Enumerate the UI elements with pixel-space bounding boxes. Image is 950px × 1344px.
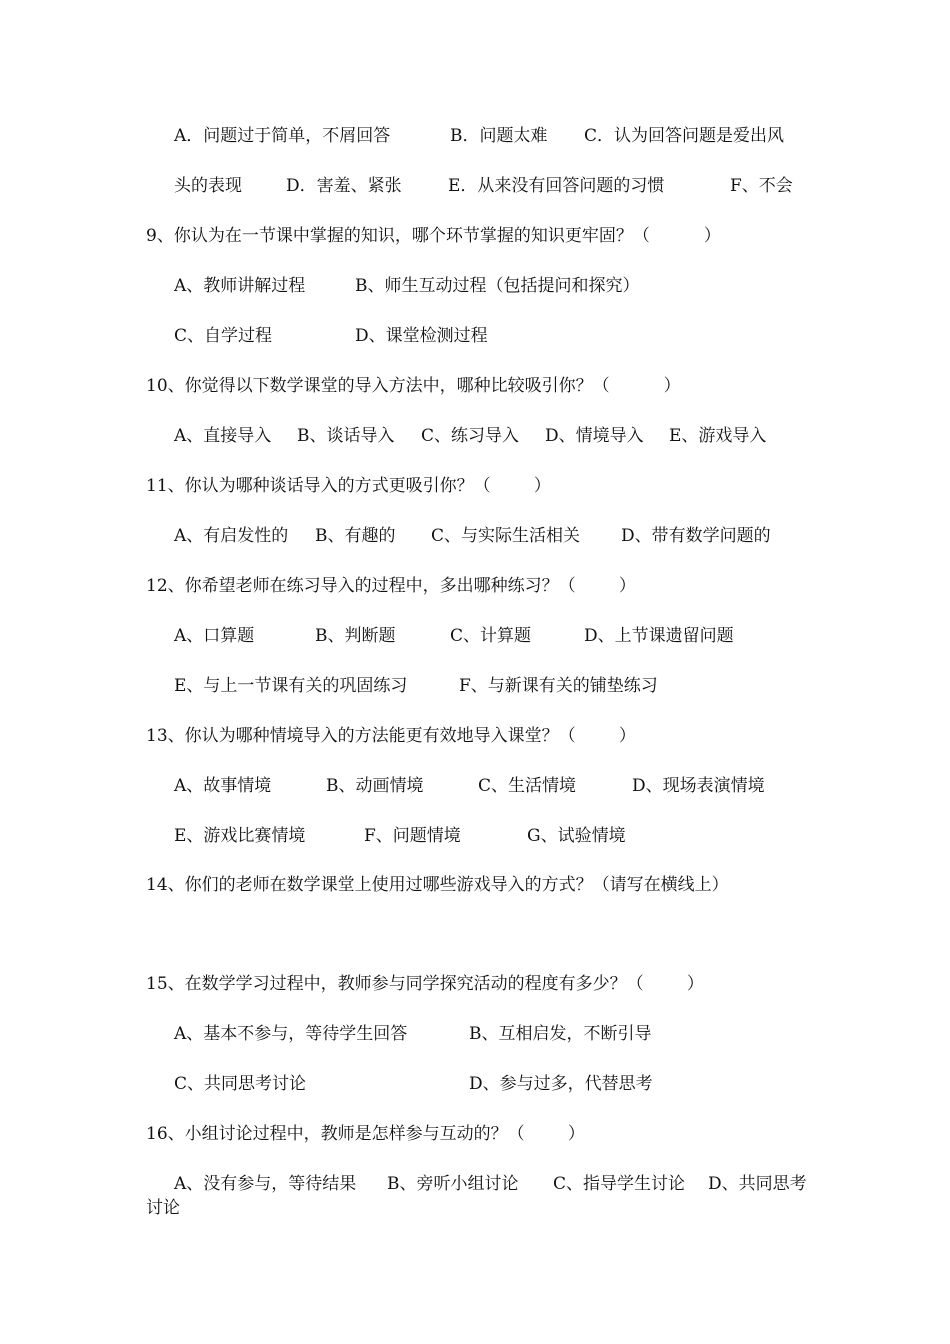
option-a: A、基本不参与，等待学生回答 [174, 1024, 408, 1044]
option-c: C、与实际生活相关 [431, 526, 581, 546]
question-text: 9、你认为在一节课中掌握的知识，哪个环节掌握的知识更牢固？（ ） [146, 226, 721, 246]
question-9 [0, 224, 950, 248]
options-line [0, 624, 950, 648]
options-line [0, 1172, 950, 1196]
option-a: A、教师讲解过程 [174, 276, 306, 296]
option-d: D、带有数学问题的 [621, 526, 771, 546]
option-d: D、现场表演情境 [632, 776, 765, 796]
options-line [0, 774, 950, 798]
question-12 [0, 574, 950, 598]
option-f: F、与新课有关的铺垫练习 [459, 676, 658, 696]
option-c: C、生活情境 [478, 776, 577, 796]
option-b: B、谈话导入 [297, 426, 395, 446]
option-d: D、上节课遗留问题 [584, 626, 734, 646]
option-d: D、共同思考 [708, 1174, 807, 1194]
question-text: 14、你们的老师在数学课堂上使用过哪些游戏导入的方式？（请写在横线上） [146, 875, 729, 895]
question-text: 12、你希望老师在练习导入的过程中，多出哪种练习？（ ） [146, 576, 636, 596]
options-line [0, 274, 950, 298]
option-d: D．害羞、紧张 [286, 176, 402, 196]
option-f: F、问题情境 [364, 826, 461, 846]
option-d: D、课堂检测过程 [355, 326, 488, 346]
question-text: 10、你觉得以下数学课堂的导入方法中，哪种比较吸引你？（ ） [146, 376, 681, 396]
question-text: 13、你认为哪种情境导入的方法能更有效地导入课堂？（ ） [146, 726, 636, 746]
option-c: C、自学过程 [174, 326, 273, 346]
options-line-wrap [0, 1196, 950, 1220]
option-c: C、共同思考讨论 [174, 1074, 307, 1094]
option-b: B、互相启发，不断引导 [469, 1024, 652, 1044]
options-line [0, 524, 950, 548]
question-10 [0, 374, 950, 398]
question-text: 16、小组讨论过程中，教师是怎样参与互动的？（ ） [146, 1124, 585, 1144]
option-d-cont: 讨论 [146, 1198, 180, 1218]
options-line [0, 1022, 950, 1046]
question-11 [0, 474, 950, 498]
option-d: D、情境导入 [545, 426, 644, 446]
options-line [0, 424, 950, 448]
option-f: F、不会 [730, 176, 793, 196]
option-a: A．问题过于简单，不屑回答 [174, 126, 391, 146]
option-c: C、指导学生讨论 [553, 1174, 686, 1194]
question-15 [0, 972, 950, 996]
question-text: 11、你认为哪种谈话导入的方式更吸引你？（ ） [146, 476, 551, 496]
option-b: B、旁听小组讨论 [387, 1174, 519, 1194]
options-line [0, 324, 950, 348]
question-16 [0, 1122, 950, 1146]
option-g: G、试验情境 [527, 826, 626, 846]
option-a: A、故事情境 [174, 776, 272, 796]
option-b: B、有趣的 [315, 526, 396, 546]
question-13 [0, 724, 950, 748]
option-b: B、判断题 [315, 626, 396, 646]
option-b: B．问题太难 [450, 126, 548, 146]
option-c: C、练习导入 [421, 426, 520, 446]
options-line [0, 674, 950, 698]
option-a: A、没有参与，等待结果 [174, 1174, 357, 1194]
option-a: A、直接导入 [174, 426, 272, 446]
option-b: B、师生互动过程（包括提问和探究） [355, 276, 640, 296]
options-line [0, 124, 950, 148]
option-a: A、口算题 [174, 626, 255, 646]
option-b: B、动画情境 [326, 776, 424, 796]
question-text: 15、在数学学习过程中，教师参与同学探究活动的程度有多少？（ ） [146, 974, 704, 994]
options-line [0, 1072, 950, 1096]
option-c: C、计算题 [450, 626, 532, 646]
option-d: D、参与过多，代替思考 [469, 1074, 653, 1094]
option-c: C．认为回答问题是爱出风 [584, 126, 785, 146]
option-e: E、游戏比赛情境 [174, 826, 306, 846]
options-line [0, 824, 950, 848]
option-a: A、有启发性的 [174, 526, 289, 546]
options-line [0, 174, 950, 198]
option-e: E、与上一节课有关的巩固练习 [174, 676, 408, 696]
option-e: E．从来没有回答问题的习惯 [448, 176, 665, 196]
question-14 [0, 873, 950, 897]
option-e: E、游戏导入 [669, 426, 767, 446]
option-c-cont: 头的表现 [174, 176, 242, 196]
